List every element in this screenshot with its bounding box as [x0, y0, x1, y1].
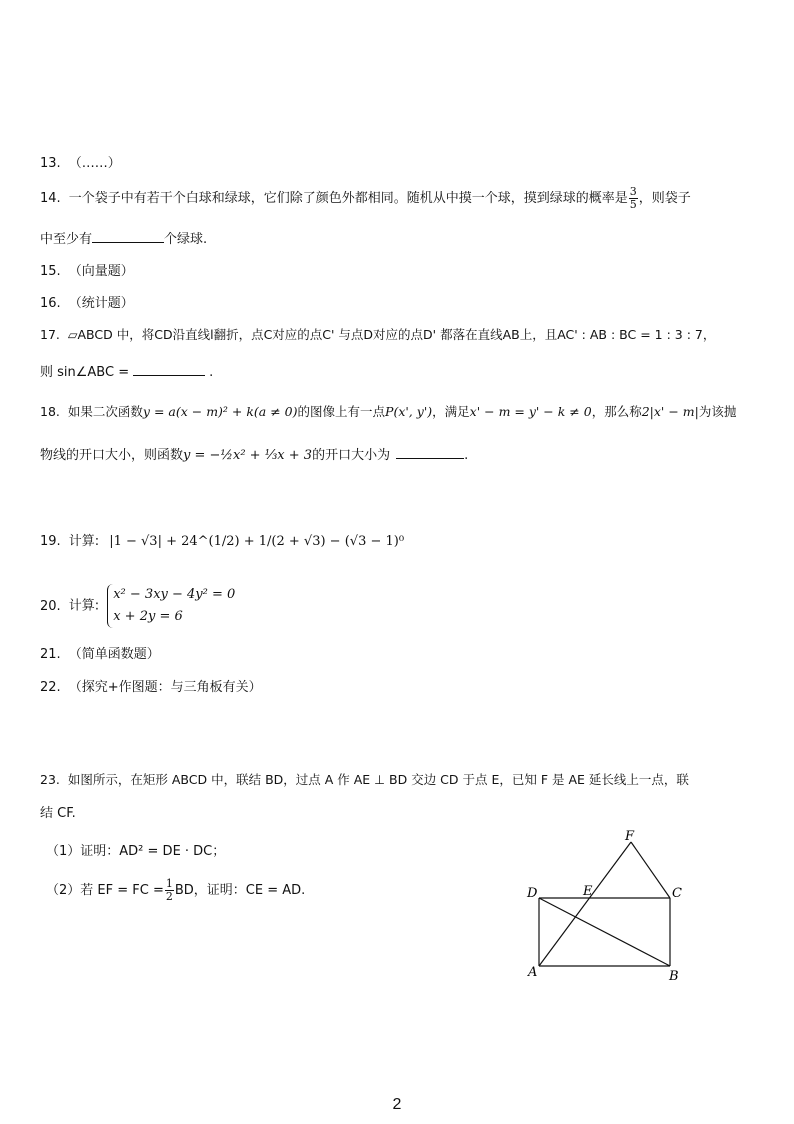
- question-number: 20.: [40, 598, 61, 614]
- math-expression: |1 − √3| + 24^(1/2) + 1/(2 + √3) − (√3 − 1)⁰: [109, 534, 405, 549]
- question-18-line2: [40, 444, 468, 463]
- answer-blank[interactable]: [92, 230, 164, 243]
- question-16: [40, 292, 134, 311]
- answer-blank[interactable]: [396, 446, 464, 459]
- label-b: B: [669, 969, 679, 984]
- question-21: [40, 643, 160, 662]
- question-text-cont: 的图像上有一点: [297, 404, 386, 419]
- fraction: [629, 186, 638, 211]
- fraction-numerator: 3: [629, 185, 637, 198]
- fraction-numerator: 1: [165, 877, 173, 890]
- question-label: 计算:: [68, 534, 100, 549]
- question-20: [40, 584, 235, 628]
- question-15: [40, 260, 134, 279]
- equation-2: x + 2y = 6: [113, 609, 183, 624]
- label-d: D: [527, 886, 538, 901]
- question-17-line2: [40, 361, 213, 380]
- question-number: 14.: [40, 191, 61, 206]
- geometry-figure: [520, 828, 700, 988]
- segment-af: [539, 842, 631, 966]
- part-text-cont: BD，证明：CE = AD.: [174, 883, 306, 898]
- label-a: A: [528, 965, 538, 980]
- label-e: E: [583, 884, 593, 899]
- question-label: 计算:: [68, 598, 100, 614]
- question-number: 17.: [40, 327, 60, 342]
- fraction: [165, 878, 174, 903]
- question-19: [40, 530, 404, 549]
- question-22: [40, 676, 262, 695]
- question-13: [40, 152, 121, 171]
- answer-blank[interactable]: [133, 363, 205, 376]
- segment-cf: [631, 842, 670, 898]
- question-number: 21.: [40, 647, 61, 662]
- math-expression: 2|x' − m|: [641, 404, 699, 419]
- question-text: 结 CF.: [40, 806, 76, 821]
- period: .: [464, 448, 469, 463]
- question-18: [40, 402, 736, 420]
- question-text: （统计题）: [68, 296, 134, 311]
- question-text: （简单函数题）: [68, 647, 160, 662]
- question-text: （向量题）: [68, 264, 134, 279]
- page-number: 2: [392, 1096, 402, 1113]
- question-number: 13.: [40, 156, 61, 171]
- segment-bd: [539, 898, 670, 966]
- math-expression: x' − m = y' − k ≠ 0: [469, 404, 592, 419]
- question-number: 18.: [40, 404, 60, 419]
- question-text: 一个袋子中有若干个白球和绿球，它们除了颜色外都相同。随机从中摸一个球，摸到绿球的概率是: [68, 191, 628, 206]
- question-23-line2: [40, 802, 76, 821]
- question-text: 物线的开口大小，则函数: [40, 448, 184, 463]
- question-14: [40, 186, 691, 211]
- label-f: F: [625, 829, 635, 844]
- question-text: 如图所示，在矩形 ABCD 中，联结 BD，过点 A 作 AE ⊥ BD 交边 CD 于点 E，已知 F 是 AE 延长线上一点，联: [67, 772, 689, 787]
- math-expression: y = a(x − m)² + k(a ≠ 0): [142, 404, 298, 419]
- question-text-cont: ，满足: [432, 404, 470, 419]
- question-number: 16.: [40, 296, 61, 311]
- question-23-part1: [46, 840, 225, 859]
- question-text: （探究+作图题：与三角板有关）: [68, 680, 262, 695]
- question-23: [40, 770, 689, 788]
- question-number: 15.: [40, 264, 61, 279]
- period: .: [209, 365, 214, 380]
- math-expression: P(x', y'): [385, 404, 433, 419]
- fraction-denominator: 5: [629, 198, 637, 211]
- question-23-part2: [46, 878, 305, 903]
- question-text-cont: 的开口大小为: [312, 448, 391, 463]
- label-c: C: [672, 886, 682, 901]
- question-text: 如果二次函数: [67, 404, 143, 419]
- question-17: [40, 325, 715, 343]
- question-text-cont: ，则袋子: [638, 191, 691, 206]
- part-text: 证明：AD² = DE · DC；: [80, 844, 226, 859]
- question-text: ▱ABCD 中，将CD沿直线l翻折，点C对应的点C' 与点D对应的点D' 都落在直线AB上，且AC' : AB : BC = 1 : 3 : 7，: [67, 327, 716, 342]
- question-text-cont: ，那么称: [591, 404, 642, 419]
- question-14-line2: [40, 228, 207, 247]
- question-number: 23.: [40, 772, 60, 787]
- question-text-cont: 个绿球.: [164, 232, 208, 247]
- equation-system: [107, 584, 235, 628]
- question-number: 22.: [40, 680, 61, 695]
- question-text: 中至少有: [40, 232, 93, 247]
- question-number: 19.: [40, 534, 61, 549]
- equation-1: x² − 3xy − 4y² = 0: [113, 587, 236, 602]
- question-text: 则 sin∠ABC =: [40, 365, 130, 380]
- part-label: （1）: [46, 844, 81, 859]
- question-text: （……）: [68, 156, 121, 171]
- question-text-cont: 为该抛: [698, 404, 737, 419]
- part-text: 若 EF = FC =: [80, 883, 164, 898]
- part-label: （2）: [46, 883, 81, 898]
- math-expression: y = −½x² + ⅓x + 3: [183, 448, 313, 463]
- fraction-denominator: 2: [165, 890, 173, 903]
